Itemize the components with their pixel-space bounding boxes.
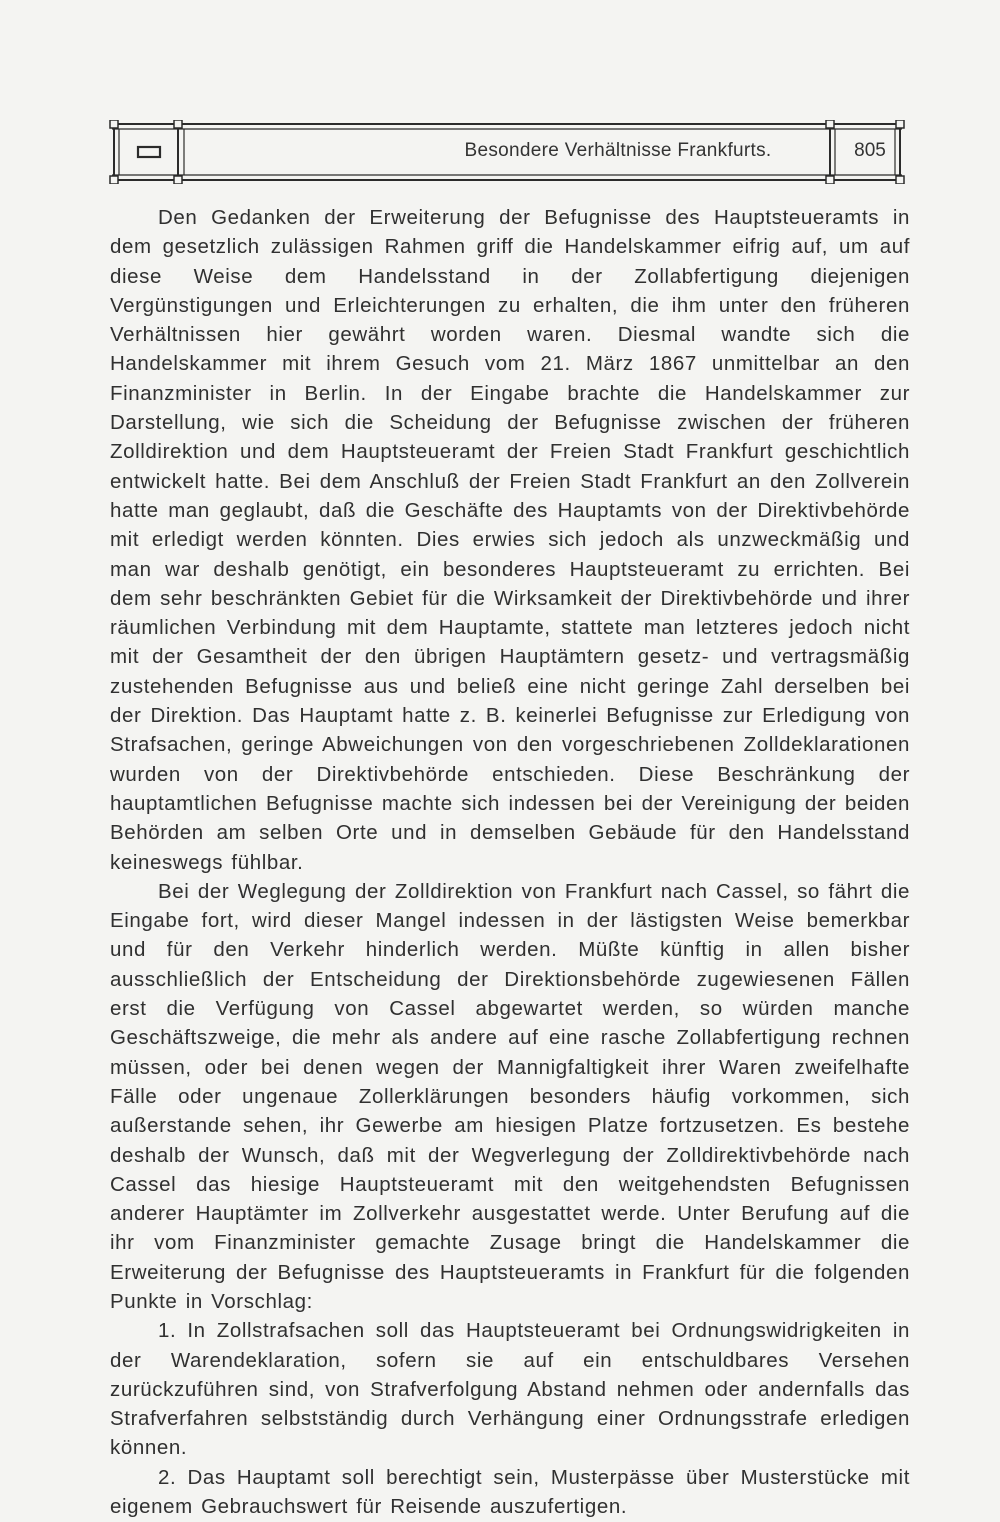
running-title: Besondere Verhältnisse Frankfurts. <box>464 140 772 161</box>
list-item: 1. In Zollstrafsachen soll das Hauptsteueramt bei Ordnungswidrigkeiten in der Warendeklaration, sofern sie auf ein entschuldbares Versehen zurückzuführen sind, von Strafverfolgung Abstand nehmen oder andernfalls das Strafverfahren selbstständig durch Verhängung einer Ordnungsstrafe erledigen können. <box>110 1319 910 1460</box>
body-text <box>110 203 910 1521</box>
page-header <box>108 120 906 184</box>
paragraph: Bei der Weglegung der Zolldirektion von Frankfurt nach Cassel, so fährt die Eingabe fort, wird dieser Mangel indessen in der lästigsten Weise bemerkbar und für den Verkehr hinderlich werden. Müßte künftig in allen bisher ausschließlich der Entscheidung der Direktionsbehörde zugewiesenen Fällen erst die Verfügung von Cassel abgewartet werden, so würden manche Geschäftszweige, die mehr als andere auf eine rasche Zollabfertigung rechnen müssen, oder bei denen wegen der Mannigfaltigkeit ihrer Waren zweifelhafte Fälle oder ungenaue Zollerklärungen besonders häufig vorkommen, sich außerstande sehen, ihr Gewerbe am hiesigen Platze fortzusetzen. Es bestehe deshalb der Wunsch, daß mit der Wegverlegung der Zolldirektivbehörde nach Cassel das hiesige Hauptsteueramt mit den weitgehendsten Befugnissen anderer Hauptämter im Zollverkehr ausgestattet werde. Unter Berufung auf die ihr vom Finanzminister gemachte Zusage bringt die Handelskammer die Erweiterung der Befugnisse des Hauptsteueramts in Frankfurt für die folgenden Punkte in Vorschlag: <box>110 879 910 1313</box>
paragraph: Den Gedanken der Erweiterung der Befugnisse des Hauptsteueramts in dem gesetzlich zulässigen Rahmen griff die Handelskammer eifrig auf, um auf diese Weise dem Handelsstand in der Zollabfertigung diejenigen Vergünstigungen und Erleichterungen zu erhalten, die ihm unter den früheren Verhältnissen hier gewährt worden waren. Diesmal wandte sich die Handelskammer mit ihrem Gesuch vom 21. März 1867 unmittelbar an den Finanzminister in Berlin. In der Eingabe brachte die Handelskammer zur Darstellung, wie sich die Scheidung der Befugnisse zwischen der früheren Zolldirektion und dem Hauptsteueramt der Freien Stadt Frankfurt geschichtlich entwickelt hatte. Bei dem Anschluß der Freien Stadt Frankfurt an den Zollverein hatte man geglaubt, daß die Geschäfte des Hauptamts von der Direktivbehörde mit erledigt werden könnten. Dies erwies sich jedoch als unzweckmäßig und man war deshalb genötigt, ein besonderes Hauptsteueramt zu errichten. Bei dem sehr beschränkten Gebiet für die Wirksamkeit der Direktivbehörde und ihrer räumlichen Verbindung mit dem Hauptamte, stattete man letzteres jedoch nicht mit der Gesamtheit der den übrigen Hauptämtern gesetz- und vertragsmäßig zustehenden Befugnisse aus und beließ eine nicht geringe Zahl derselben bei der Direktion. Das Hauptamt hatte z. B. keinerlei Befugnisse zur Erledigung von Strafsachen, geringe Abweichungen von den vorgeschriebenen Zolldeklarationen wurden von der Direktivbehörde entschieden. Diese Beschränkung der hauptamtlichen Befugnisse machte sich indessen bei der Vereinigung der beiden Behörden am selben Orte und in demselben Gebäude für den Handelsstand keineswegs fühlbar. <box>110 206 910 874</box>
list-item: 2. Das Hauptamt soll berechtigt sein, Musterpässe über Musterstücke mit eigenem Gebrauchswert für Reisende auszufertigen. <box>110 1465 910 1519</box>
page-number: 805 <box>854 140 886 161</box>
